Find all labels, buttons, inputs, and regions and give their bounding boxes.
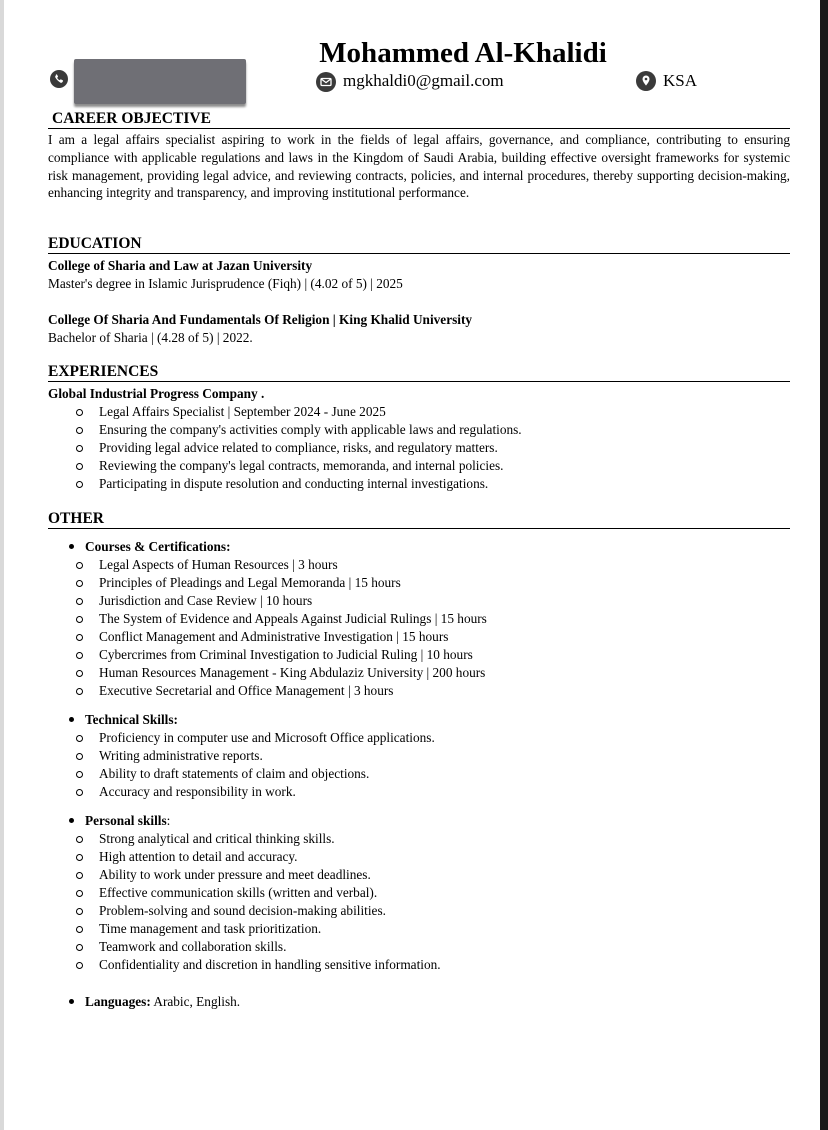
list-item: Principles of Pleadings and Legal Memoranda | 15 hours: [48, 574, 790, 592]
list-item: Accuracy and responsibility in work.: [48, 783, 790, 801]
candidate-name: Mohammed Al-Khalidi: [319, 37, 607, 69]
education-detail: Master's degree in Islamic Jurisprudence (Fiqh) | (4.02 of 5) | 2025: [48, 276, 403, 291]
email-address[interactable]: mgkhaldi0@gmail.com: [343, 71, 504, 90]
personal-skills-heading: [48, 812, 790, 830]
list-item: Effective communication skills (written and verbal).: [48, 884, 790, 902]
list-item: Proficiency in computer use and Microsoft Office applications.: [48, 729, 790, 747]
page-right-edge: [820, 0, 828, 1130]
phone-icon: [50, 70, 68, 88]
list-item: Ability to work under pressure and meet deadlines.: [48, 866, 790, 884]
other-section: [48, 510, 790, 1011]
location-pin-icon: [636, 71, 656, 91]
technical-skills-heading-label: Technical Skills:: [85, 712, 178, 727]
section-title-experiences: EXPERIENCES: [48, 363, 790, 382]
languages-line: [48, 993, 790, 1011]
personal-skills-heading-colon: :: [166, 813, 171, 828]
list-item: Human Resources Management - King Abdulaziz University | 200 hours: [48, 664, 790, 682]
list-item: Problem-solving and sound decision-making abilities.: [48, 902, 790, 920]
personal-skills-heading-label: Personal skills: [85, 813, 167, 828]
list-item: Providing legal advice related to compliance, risks, and regulatory matters.: [48, 439, 790, 457]
list-item: Reviewing the company's legal contracts, memoranda, and internal policies.: [48, 457, 790, 475]
courses-list: [48, 556, 790, 700]
list-item: Legal Affairs Specialist | September 2024 - June 2025: [48, 403, 790, 421]
email-icon: [316, 72, 336, 92]
list-item: High attention to detail and accuracy.: [48, 848, 790, 866]
list-item: Writing administrative reports.: [48, 747, 790, 765]
personal-skills-list: [48, 830, 790, 974]
list-item: Time management and task prioritization.: [48, 920, 790, 938]
page-left-edge: [0, 0, 4, 1130]
career-objective-section: [48, 110, 790, 202]
technical-skills-list: [48, 729, 790, 801]
education-section: [48, 235, 790, 347]
list-item: Confidentiality and discretion in handling sensitive information.: [48, 956, 790, 974]
list-item: Jurisdiction and Case Review | 10 hours: [48, 592, 790, 610]
section-title-other: OTHER: [48, 510, 790, 529]
redacted-phone-number: [74, 59, 246, 104]
education-entry: [48, 257, 790, 293]
languages-value: Arabic, English.: [150, 994, 241, 1009]
experiences-section: [48, 363, 790, 493]
list-item: Ensuring the company's activities comply with applicable laws and regulations.: [48, 421, 790, 439]
courses-heading: [48, 538, 790, 556]
list-item: Strong analytical and critical thinking skills.: [48, 830, 790, 848]
education-institution: College of Sharia and Law at Jazan University: [48, 258, 313, 273]
experience-list: [48, 403, 790, 493]
languages-heading: Languages:: [85, 994, 151, 1009]
education-institution: College Of Sharia And Fundamentals Of Religion | King Khalid University: [48, 312, 473, 327]
education-detail: Bachelor of Sharia | (4.28 of 5) | 2022.: [48, 330, 253, 345]
list-item: Participating in dispute resolution and conducting internal investigations.: [48, 475, 790, 493]
list-item: Ability to draft statements of claim and objections.: [48, 765, 790, 783]
experience-company: Global Industrial Progress Company .: [48, 386, 265, 401]
list-item: Cybercrimes from Criminal Investigation to Judicial Ruling | 10 hours: [48, 646, 790, 664]
list-item: Teamwork and collaboration skills.: [48, 938, 790, 956]
technical-skills-heading: [48, 711, 790, 729]
contact-row: [48, 66, 790, 100]
education-entry: [48, 311, 790, 347]
list-item: The System of Evidence and Appeals Against Judicial Rulings | 15 hours: [48, 610, 790, 628]
list-item: Executive Secretarial and Office Management | 3 hours: [48, 682, 790, 700]
courses-heading-label: Courses & Certifications:: [85, 539, 231, 554]
list-item: Conflict Management and Administrative Investigation | 15 hours: [48, 628, 790, 646]
list-item: Legal Aspects of Human Resources | 3 hours: [48, 556, 790, 574]
section-title-education: EDUCATION: [48, 235, 790, 254]
career-objective-text: I am a legal affairs specialist aspiring to work in the fields of legal affairs, governance, and compliance, contributing to ensuring compliance with applicable regulations and laws in the Kingdom of Saudi Arabia, building effective oversight frameworks for systemic risk management, providing legal advice, and reviewing contracts, policies, and internal procedures, thereby supporting decision-making, enhancing integrity and transparency, and improving institutional performance.: [48, 132, 790, 201]
location-text: KSA: [663, 71, 698, 90]
section-title-career-objective: CAREER OBJECTIVE: [48, 110, 790, 129]
